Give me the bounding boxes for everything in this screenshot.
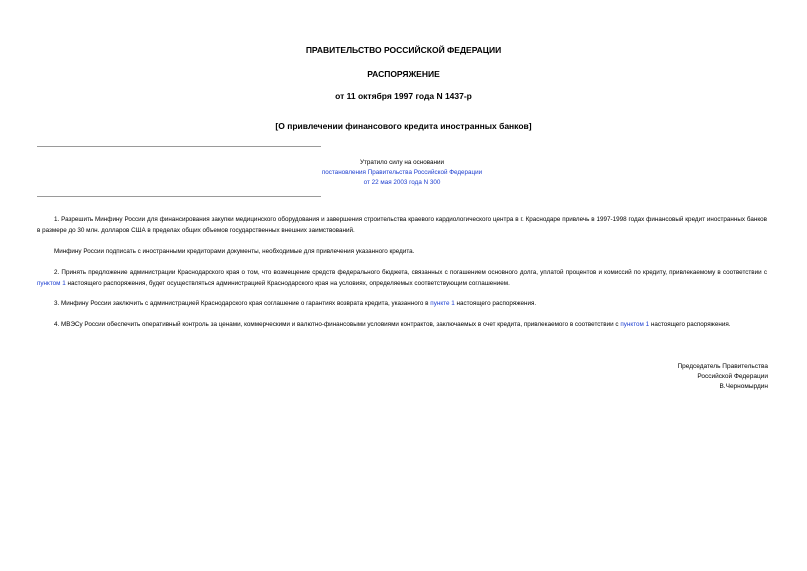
paragraph-5-text-b: настоящего распоряжения. [649,321,731,328]
paragraph-3-text-a: 2. Принять предложение администрации Краснодарского края о том, что возмещение средств федерального бюджета, связанных с погашением основного долга, уплатой процентов и комиссий по кредиту, привлекаемому в соответствии с [54,269,767,276]
signature-block [677,362,768,392]
signature-name: В.Черномырдин [719,383,768,390]
paragraph-4-text-b: настоящего распоряжения. [454,300,537,307]
paragraph-3-text-b: настоящего распоряжения, будет осуществляться администрацией Краснодарского края на условиях, определяемых соответствующим соглашением. [65,279,510,287]
bottom-divider [37,196,321,197]
paragraph-4-text-a: 3. Минфину России заключить с администрацией Краснодарского края соглашение о гарантиях возврата кредита, указанного в [54,300,431,307]
paragraph-2 [37,247,767,258]
paragraph-3-link[interactable]: пунктом 1 [37,279,66,287]
top-divider [37,146,321,147]
signature-position: Председатель Правительства [677,363,768,370]
status-note [300,158,504,188]
paragraph-4 [37,299,767,310]
paragraph-1-text: 1. Разрешить Минфину России для финансирования закупки медицинского оборудования и завершения строительства краевого кардиологического центра в г. Краснодаре привлечь в 1997-1998 годах финансовый кредит иностранных банков в размере до 30 млн. долларов США в пределах общих объемов государственных внешних заимствований. [37,216,767,234]
status-note-link-resolution[interactable]: постановления Правительства Российской Федерации [321,169,483,176]
org-heading: ПРАВИТЕЛЬСТВО РОССИЙСКОЙ ФЕДЕРАЦИИ [305,45,502,55]
paragraph-1 [37,215,767,236]
paragraph-5-link[interactable]: пунктом 1 [620,321,650,328]
date-number-heading: от 11 октября 1997 года N 1437-р [335,91,472,101]
paragraph-5 [37,320,767,331]
document-title: [О привлечении финансового кредита иностранных банков] [275,121,532,131]
paragraph-2-text: Минфину России подписать с иностранными кредиторами документы, необходимые для привлечения указанного кредита. [54,248,415,255]
paragraph-5-text-a: 4. МВЭСу России обеспечить оперативный контроль за ценами, коммерческими и валютно-финансовыми условиями контрактов, заключаемых в счет кредита, привлекаемого в соответствии с [54,321,621,328]
doc-type-heading: РАСПОРЯЖЕНИЕ [367,69,440,79]
signature-country: Российской Федерации [697,373,768,380]
status-note-text: Утратило силу на основании [359,159,445,166]
paragraph-4-link[interactable]: пункте 1 [430,300,455,307]
paragraph-3 [37,268,767,289]
status-note-link-date[interactable]: от 22 мая 2003 года N 300 [363,179,441,186]
